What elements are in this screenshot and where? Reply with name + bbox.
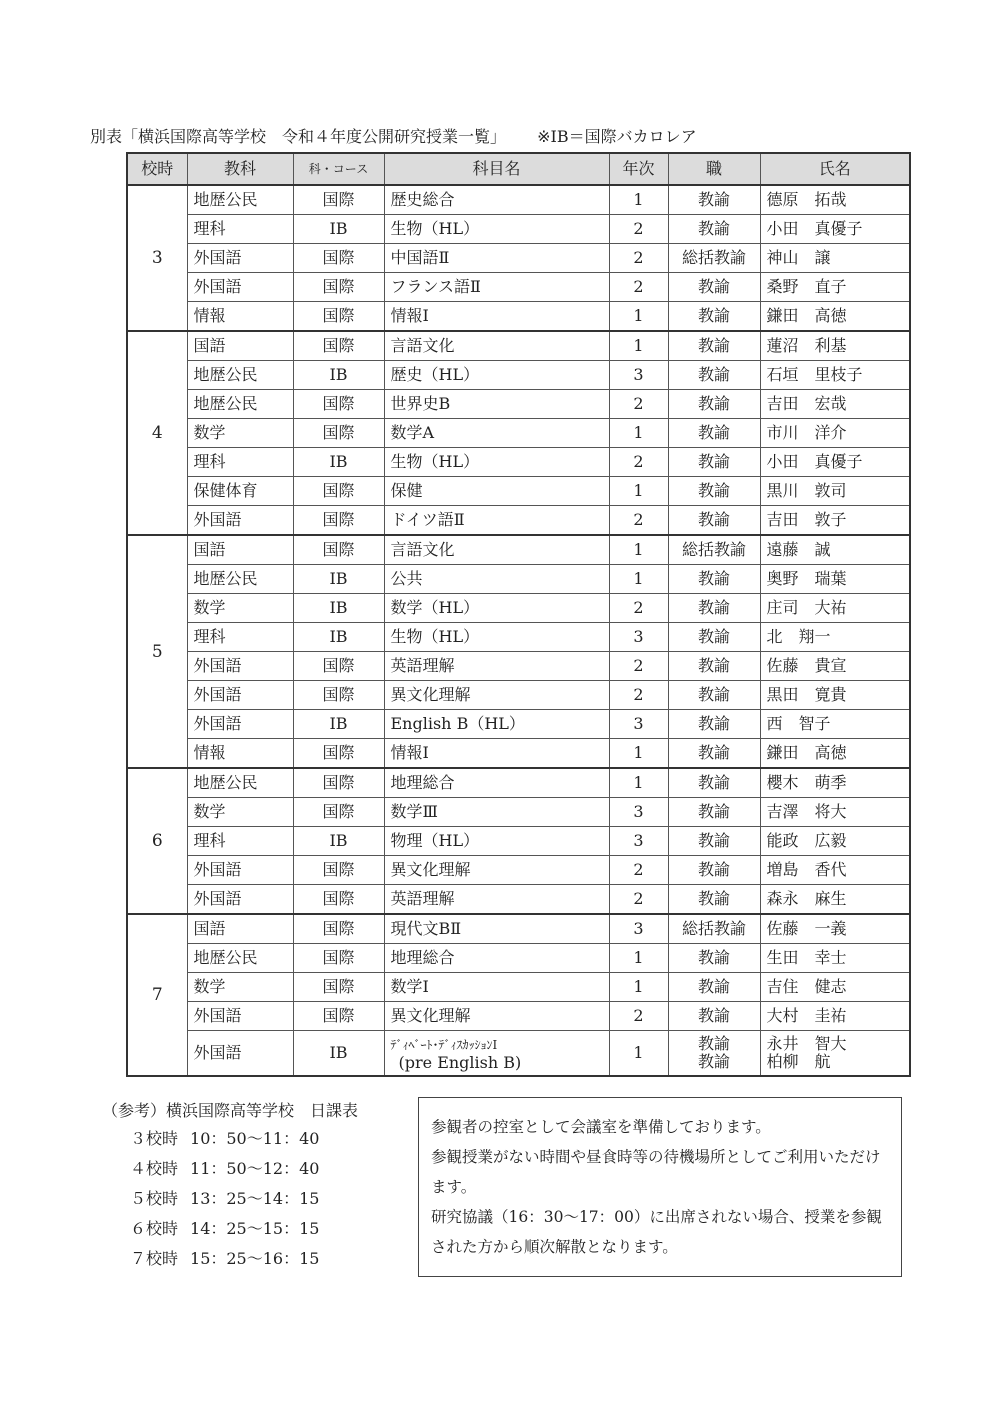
position-cell: 教諭 (668, 302, 760, 332)
position-cell: 教諭 (668, 973, 760, 1002)
course-cell: 国際 (293, 973, 384, 1002)
teacher-cell: 德原 拓哉 (760, 185, 910, 215)
table-row (127, 768, 910, 798)
year-cell: 3 (609, 361, 668, 390)
course-cell: 国際 (293, 535, 384, 565)
table-row (127, 185, 910, 215)
course-name-line2: (pre English B) (398, 1052, 522, 1072)
course-name-line1: ﾃﾞｨﾍﾞｰﾄ･ﾃﾞｨｽｶｯｼｮﾝⅠ (390, 1037, 498, 1052)
year-cell: 3 (609, 914, 668, 944)
table-row (127, 244, 910, 273)
course-name-cell: 保健 (384, 477, 609, 506)
table-row (127, 681, 910, 710)
course-cell: 国際 (293, 419, 384, 448)
teacher-cell: 吉住 健志 (760, 973, 910, 1002)
subject-cell: 外国語 (187, 856, 293, 885)
course-name-cell: 数学A (384, 419, 609, 448)
teacher-cell: 桑野 直子 (760, 273, 910, 302)
course-cell (293, 1031, 384, 1077)
table-body (127, 185, 910, 1076)
table-row (127, 1031, 910, 1077)
position-cell: 教諭 (668, 739, 760, 769)
table-row (127, 448, 910, 477)
teacher-line: 柏柳 航 (766, 1052, 831, 1071)
course-name-cell: 地理総合 (384, 944, 609, 973)
daily-schedule (102, 1098, 402, 1274)
table-row (127, 739, 910, 769)
table-row (127, 856, 910, 885)
period-cell: 7 (127, 914, 187, 1076)
teacher-cell: 神山 譲 (760, 244, 910, 273)
position-cell: 教諭 (668, 448, 760, 477)
position-cell: 教諭 (668, 331, 760, 361)
course-cell: 国際 (293, 302, 384, 332)
position-cell: 教諭 (668, 944, 760, 973)
table-row (127, 827, 910, 856)
course-cell: 国際 (293, 331, 384, 361)
course-cell: 国際 (293, 1002, 384, 1031)
subject-cell: 外国語 (187, 710, 293, 739)
course-name-cell: 数学（HL） (384, 594, 609, 623)
position-cell: 教諭 (668, 681, 760, 710)
table-row (127, 273, 910, 302)
position-cell: 教諭 (668, 768, 760, 798)
year-cell: 2 (609, 856, 668, 885)
period-label: ６校時 (130, 1219, 179, 1238)
subject-cell: 情報 (187, 739, 293, 769)
teacher-cell: 石垣 里枝子 (760, 361, 910, 390)
daily-schedule-row (102, 1244, 402, 1274)
table-row (127, 331, 910, 361)
table-row (127, 944, 910, 973)
course-name-cell: 物理（HL） (384, 827, 609, 856)
subject-text: 外国語 (193, 1043, 242, 1062)
subject-cell: 理科 (187, 215, 293, 244)
year-cell: 2 (609, 681, 668, 710)
course-name-cell: 生物（HL） (384, 623, 609, 652)
table-row (127, 710, 910, 739)
course-name-cell: ドイツ語Ⅱ (384, 506, 609, 536)
position-cell: 教諭 (668, 361, 760, 390)
course-cell: 国際 (293, 244, 384, 273)
subject-cell: 地歴公民 (187, 185, 293, 215)
course-name-cell: English B（HL） (384, 710, 609, 739)
teacher-cell: 遠藤 誠 (760, 535, 910, 565)
position-cell: 教諭 (668, 273, 760, 302)
period-label: ５校時 (130, 1189, 179, 1208)
table-row (127, 594, 910, 623)
course-cell: IB (293, 827, 384, 856)
year-cell: 3 (609, 623, 668, 652)
column-header: 科・コース (293, 153, 384, 185)
subject-cell: 地歴公民 (187, 768, 293, 798)
year-cell: 1 (609, 185, 668, 215)
position-cell: 総括教諭 (668, 244, 760, 273)
daily-schedule-row (102, 1124, 402, 1154)
year-cell: 3 (609, 710, 668, 739)
subject-cell: 外国語 (187, 273, 293, 302)
year-cell: 2 (609, 885, 668, 915)
table-row (127, 652, 910, 681)
course-name-cell: 中国語Ⅱ (384, 244, 609, 273)
subject-cell: 外国語 (187, 681, 293, 710)
time-range: 14：25～15：15 (190, 1219, 320, 1238)
table-row (127, 885, 910, 915)
course-cell: IB (293, 361, 384, 390)
year-cell: 2 (609, 273, 668, 302)
course-name-cell: 生物（HL） (384, 215, 609, 244)
teacher-cell: 小田 真優子 (760, 215, 910, 244)
time-range: 13：25～14：15 (190, 1189, 320, 1208)
table-row (127, 623, 910, 652)
teacher-cell: 櫻木 萌季 (760, 768, 910, 798)
course-name-cell: 異文化理解 (384, 1002, 609, 1031)
course-name-cell: 公共 (384, 565, 609, 594)
column-header: 年次 (609, 153, 668, 185)
daily-schedule-title: （参考）横浜国際高等学校 日課表 (102, 1101, 359, 1120)
page-header (90, 124, 930, 150)
year-cell: 2 (609, 448, 668, 477)
period-cell: 6 (127, 768, 187, 914)
period-label: ４校時 (130, 1159, 179, 1178)
course-cell: 国際 (293, 390, 384, 419)
course-name-cell: 言語文化 (384, 331, 609, 361)
course-cell: 国際 (293, 798, 384, 827)
course-text: IB (329, 1043, 348, 1062)
subject-cell: 地歴公民 (187, 390, 293, 419)
subject-cell: 国語 (187, 914, 293, 944)
lesson-table (126, 152, 911, 1077)
course-name-cell: 現代文BⅡ (384, 914, 609, 944)
info-box (418, 1097, 902, 1277)
course-name-cell: 言語文化 (384, 535, 609, 565)
daily-schedule-rows (102, 1124, 402, 1274)
course-cell: 国際 (293, 768, 384, 798)
subject-cell: 保健体育 (187, 477, 293, 506)
daily-schedule-row (102, 1154, 402, 1184)
subject-cell: 情報 (187, 302, 293, 332)
teacher-cell: 鎌田 高徳 (760, 739, 910, 769)
column-header: 氏名 (760, 153, 910, 185)
teacher-cell: 吉田 敦子 (760, 506, 910, 536)
position-line: 教諭 (697, 1052, 730, 1071)
teacher-cell: 能政 広毅 (760, 827, 910, 856)
subject-cell: 外国語 (187, 652, 293, 681)
position-cell: 教諭 (668, 710, 760, 739)
position-cell: 教諭 (668, 856, 760, 885)
document-title: 別表「横浜国際高等学校 令和４年度公開研究授業一覧」 (90, 127, 507, 146)
subject-cell: 理科 (187, 827, 293, 856)
course-cell: 国際 (293, 681, 384, 710)
teacher-cell: 庄司 大祐 (760, 594, 910, 623)
info-paragraph: 研究協議（16：30～17：00）に出席されない場合、授業を参観された方から順次解散となります。 (431, 1208, 882, 1256)
period-label: ７校時 (130, 1249, 179, 1268)
year-cell: 2 (609, 506, 668, 536)
table-row (127, 914, 910, 944)
course-cell: 国際 (293, 856, 384, 885)
course-cell: 国際 (293, 273, 384, 302)
subject-cell: 国語 (187, 331, 293, 361)
subject-cell: 地歴公民 (187, 944, 293, 973)
period-cell: 4 (127, 331, 187, 535)
subject-cell: 外国語 (187, 1002, 293, 1031)
subject-cell: 数学 (187, 973, 293, 1002)
teacher-cell: 市川 洋介 (760, 419, 910, 448)
course-name-cell: 世界史B (384, 390, 609, 419)
column-header: 科目名 (384, 153, 609, 185)
teacher-cell: 佐藤 貴宣 (760, 652, 910, 681)
year-cell (609, 1031, 668, 1077)
year-cell: 1 (609, 477, 668, 506)
course-cell: 国際 (293, 506, 384, 536)
year-cell: 1 (609, 565, 668, 594)
course-cell: 国際 (293, 944, 384, 973)
year-text: 1 (633, 1043, 644, 1062)
position-cell: 教諭 (668, 215, 760, 244)
year-cell: 2 (609, 215, 668, 244)
position-line: 教諭 (697, 1034, 730, 1053)
subject-cell: 数学 (187, 419, 293, 448)
year-cell: 3 (609, 827, 668, 856)
year-cell: 1 (609, 302, 668, 332)
year-cell: 2 (609, 244, 668, 273)
position-cell: 教諭 (668, 652, 760, 681)
table-row (127, 390, 910, 419)
subject-cell: 外国語 (187, 244, 293, 273)
time-range: 10：50～11：40 (190, 1129, 320, 1148)
course-cell: IB (293, 565, 384, 594)
course-name-cell: 情報Ⅰ (384, 302, 609, 332)
course-name-cell: 生物（HL） (384, 448, 609, 477)
position-cell: 教諭 (668, 594, 760, 623)
position-cell: 教諭 (668, 419, 760, 448)
teacher-cell: 黒田 寛貴 (760, 681, 910, 710)
position-cell: 教諭 (668, 506, 760, 536)
column-header: 職 (668, 153, 760, 185)
teacher-cell: 黒川 敦司 (760, 477, 910, 506)
subject-cell (187, 1031, 293, 1077)
course-cell: IB (293, 215, 384, 244)
course-name-cell: 歴史（HL） (384, 361, 609, 390)
table-row (127, 215, 910, 244)
subject-cell: 外国語 (187, 885, 293, 915)
table-row (127, 477, 910, 506)
teacher-line: 永井 智大 (766, 1034, 847, 1053)
column-header: 教科 (187, 153, 293, 185)
year-cell: 2 (609, 652, 668, 681)
position-cell: 総括教諭 (668, 535, 760, 565)
time-range: 11：50～12：40 (190, 1159, 320, 1178)
teacher-cell: 北 翔一 (760, 623, 910, 652)
position-cell: 教諭 (668, 827, 760, 856)
daily-schedule-row (102, 1214, 402, 1244)
year-cell: 2 (609, 1002, 668, 1031)
course-cell: IB (293, 594, 384, 623)
position-cell: 教諭 (668, 1002, 760, 1031)
table-row (127, 302, 910, 332)
position-cell: 教諭 (668, 390, 760, 419)
period-cell: 5 (127, 535, 187, 768)
position-cell (668, 1031, 760, 1077)
period-label: ３校時 (130, 1129, 179, 1148)
table-row (127, 506, 910, 536)
course-name-cell: フランス語Ⅱ (384, 273, 609, 302)
year-cell: 1 (609, 768, 668, 798)
position-cell: 教諭 (668, 185, 760, 215)
teacher-cell: 森永 麻生 (760, 885, 910, 915)
period-cell: 3 (127, 185, 187, 331)
position-cell: 教諭 (668, 885, 760, 915)
course-name-cell: 英語理解 (384, 652, 609, 681)
year-cell: 1 (609, 419, 668, 448)
course-cell: 国際 (293, 185, 384, 215)
ib-note: ※IB＝国際バカロレア (537, 127, 697, 146)
course-cell: IB (293, 623, 384, 652)
year-cell: 2 (609, 390, 668, 419)
year-cell: 1 (609, 944, 668, 973)
course-cell: 国際 (293, 739, 384, 769)
subject-cell: 数学 (187, 798, 293, 827)
subject-cell: 地歴公民 (187, 361, 293, 390)
teacher-cell: 生田 幸士 (760, 944, 910, 973)
course-name-cell: 地理総合 (384, 768, 609, 798)
teacher-cell: 蓮沼 利基 (760, 331, 910, 361)
daily-schedule-row (102, 1184, 402, 1214)
position-cell: 教諭 (668, 623, 760, 652)
teacher-cell: 吉田 宏哉 (760, 390, 910, 419)
course-name-cell: 情報Ⅰ (384, 739, 609, 769)
teacher-cell: 小田 真優子 (760, 448, 910, 477)
table-row (127, 1002, 910, 1031)
year-cell: 1 (609, 739, 668, 769)
year-cell: 1 (609, 535, 668, 565)
course-cell: 国際 (293, 885, 384, 915)
teacher-cell: 吉澤 将大 (760, 798, 910, 827)
course-cell: 国際 (293, 914, 384, 944)
table-row (127, 419, 910, 448)
table-row (127, 565, 910, 594)
table-row (127, 361, 910, 390)
subject-cell: 理科 (187, 623, 293, 652)
year-cell: 2 (609, 594, 668, 623)
course-name-cell: 英語理解 (384, 885, 609, 915)
subject-cell: 理科 (187, 448, 293, 477)
course-name-cell: 異文化理解 (384, 681, 609, 710)
subject-cell: 外国語 (187, 506, 293, 536)
course-name-cell: 歴史総合 (384, 185, 609, 215)
course-cell: 国際 (293, 652, 384, 681)
time-range: 15：25～16：15 (190, 1249, 320, 1268)
course-name-cell: 数学Ⅲ (384, 798, 609, 827)
subject-cell: 国語 (187, 535, 293, 565)
table-row (127, 535, 910, 565)
position-cell: 教諭 (668, 798, 760, 827)
course-name-cell: 異文化理解 (384, 856, 609, 885)
table-row (127, 973, 910, 1002)
subject-cell: 数学 (187, 594, 293, 623)
teacher-cell: 鎌田 高徳 (760, 302, 910, 332)
course-cell: IB (293, 448, 384, 477)
table-header-row (127, 153, 910, 185)
table-row (127, 798, 910, 827)
position-cell: 教諭 (668, 565, 760, 594)
subject-cell: 地歴公民 (187, 565, 293, 594)
teacher-cell: 佐藤 一義 (760, 914, 910, 944)
course-name-cell (384, 1031, 609, 1077)
teacher-cell: 西 智子 (760, 710, 910, 739)
teacher-cell: 増島 香代 (760, 856, 910, 885)
info-paragraph: 参観授業がない時間や昼食時等の待機場所としてご利用いただけます。 (431, 1148, 881, 1196)
year-cell: 1 (609, 331, 668, 361)
info-paragraph: 参観者の控室として会議室を準備しております。 (431, 1118, 771, 1136)
position-cell: 総括教諭 (668, 914, 760, 944)
year-cell: 1 (609, 973, 668, 1002)
course-cell: 国際 (293, 477, 384, 506)
column-header: 校時 (127, 153, 187, 185)
teacher-cell (760, 1031, 910, 1077)
course-cell: IB (293, 710, 384, 739)
year-cell: 3 (609, 798, 668, 827)
position-cell: 教諭 (668, 477, 760, 506)
teacher-cell: 奥野 瑞葉 (760, 565, 910, 594)
teacher-cell: 大村 圭祐 (760, 1002, 910, 1031)
course-name-cell: 数学Ⅰ (384, 973, 609, 1002)
